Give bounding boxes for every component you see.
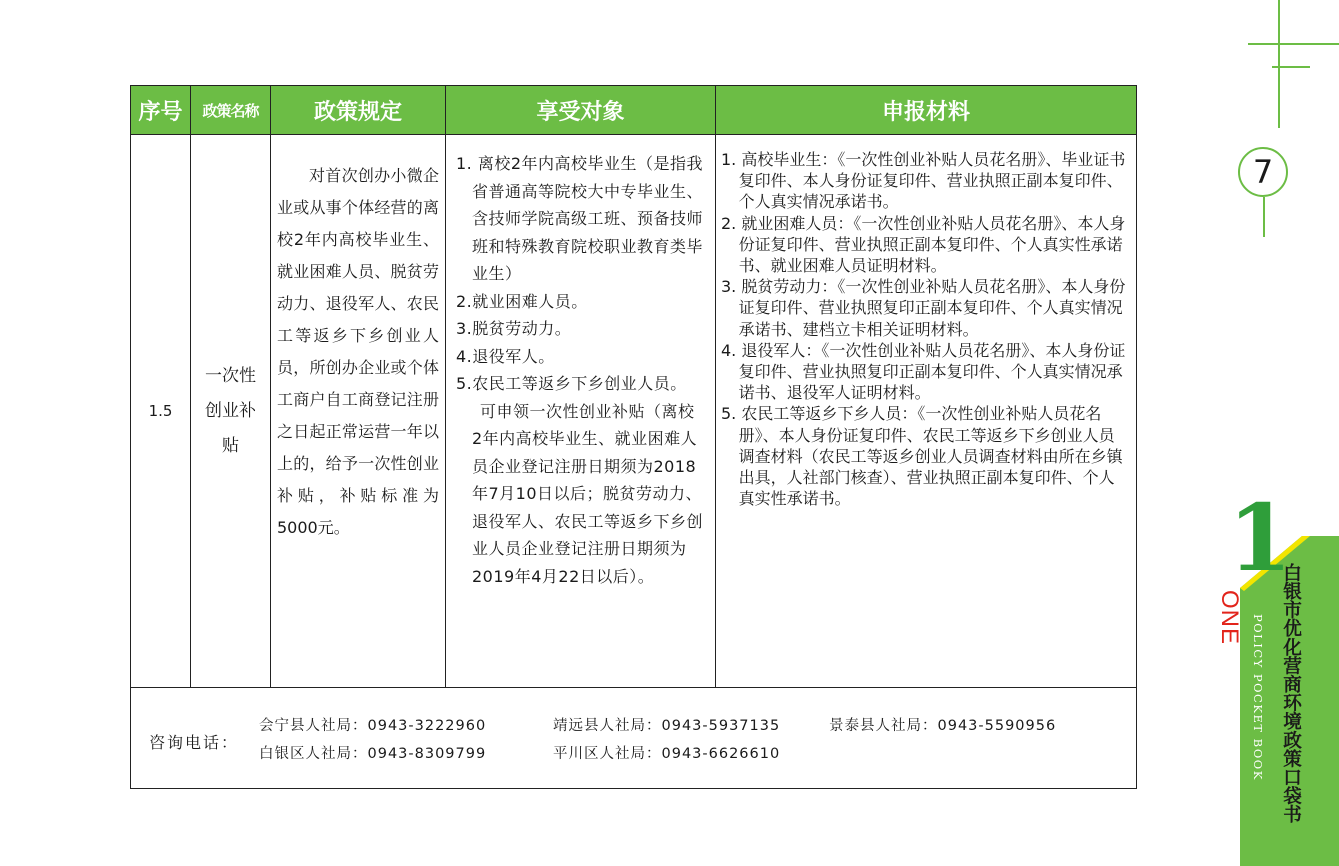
list-item: 3.脱贫劳动力。: [456, 319, 572, 338]
list-item: 5.农民工等返乡下乡创业人员。: [456, 374, 687, 393]
beneficiary-note: 可申领一次性创业补贴（离校2年内高校毕业生、就业困难人员企业登记注册日期须为2018年7月10日以后；脱贫劳动力、退役军人、农民工等返乡下乡创业人员企业登记注册日期须为2019年4月22日以后）。: [472, 401, 704, 586]
page-number: 7: [1238, 147, 1288, 197]
decor-line: [1248, 43, 1339, 45]
list-item: 3. 脱贫劳动力：《一次性创业补贴人员花名册》、本人身份证复印件、营业执照复印正副本复印件、个人真实情况承诺书、建档立卡相关证明材料。: [721, 277, 1126, 339]
list-item: 1. 高校毕业生：《一次性创业补贴人员花名册》、毕业证书复印件、本人身份证复印件、营业执照正副本复印件、个人真实情况承诺书。: [721, 150, 1126, 212]
cell-policy-name: 一次性创业补贴: [191, 135, 271, 687]
header-materials: 申报材料: [881, 99, 970, 125]
list-item: 4.退役军人。: [456, 346, 555, 366]
cell-seq: 1.5: [131, 135, 191, 687]
policy-table: [130, 85, 1137, 789]
cell-materials: [716, 135, 1136, 687]
book-title: 白银市优化营商环境政策口袋书: [1280, 563, 1302, 824]
table-row: [131, 135, 1136, 688]
english-title: POLICY POCKET BOOK: [1251, 614, 1265, 781]
consult-label: 咨询电话：: [149, 733, 240, 752]
cell-policy-rule: 对首次创办小微企业或从事个体经营的离校2年内高校毕业生、就业困难人员、脱贫劳动力、退役军人、农民工等返乡下乡创业人员，所创办企业或个体工商户自工商登记注册之日起正常运营一年以上的，给予一次性创业补贴，补贴标准为5000元。: [271, 135, 446, 687]
decor-line: [1272, 66, 1310, 68]
header-seq: 序号: [131, 86, 191, 134]
header-beneficiaries: 享受对象: [446, 86, 716, 134]
cell-beneficiaries: [446, 135, 716, 687]
table-header: [131, 86, 1136, 135]
phone-jingyuan: 靖远县人社局：0943-5937135: [553, 718, 781, 734]
list-item: 4. 退役军人：《一次性创业补贴人员花名册》、本人身份证复印件、营业执照复印正副本复印件、个人真实情况承诺书、退役军人证明材料。: [721, 340, 1126, 403]
phone-jingtai: 景泰县人社局：0943-5590956: [829, 718, 1057, 734]
list-item: 5. 农民工等返乡下乡人员：《一次性创业补贴人员花名册》、本人身份证复印件、农民工等返乡下乡创业人员调查材料（农民工等返乡创业人员调查材料由所在乡镇出具，人社部门核查）、营业执照正副本复印件、个人真实性承诺书。: [721, 404, 1123, 509]
chapter-number: 1: [1228, 484, 1293, 592]
phone-baiyin: 白银区人社局：0943-8309799: [259, 746, 487, 762]
list-item: 2. 就业困难人员：《一次性创业补贴人员花名册》、本人身份证复印件、营业执照正副本复印件、个人真实性承诺书、就业困难人员证明材料。: [721, 213, 1126, 276]
header-policy-rules: 政策规定: [271, 86, 446, 134]
decor-line: [1278, 0, 1280, 128]
header-policy-name: 政策名称: [191, 86, 271, 134]
consult-footer: [131, 688, 1136, 788]
phone-huining: 会宁县人社局：0943-3222960: [259, 718, 487, 734]
phone-pingchuan: 平川区人社局：0943-6626610: [553, 746, 781, 762]
list-item: 2.就业困难人员。: [456, 291, 588, 311]
list-item: 1. 离校2年内高校毕业生（是指我省普通高等院校大中专毕业生、含技师学院高级工班、预备技师班和特殊教育院校职业教育类毕业生）: [456, 154, 704, 283]
decor-line: [1263, 197, 1265, 237]
chapter-word: ONE: [1216, 590, 1243, 646]
